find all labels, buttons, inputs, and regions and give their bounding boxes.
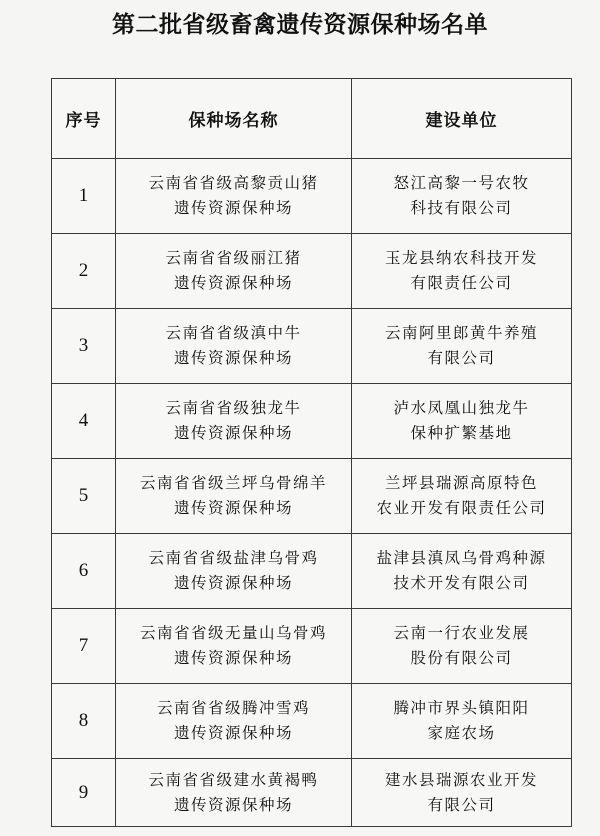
unit-line: 科技有限公司: [410, 199, 513, 217]
farm-name-line: 云南省省级盐津乌骨鸡: [148, 549, 319, 567]
table-row: [52, 309, 572, 384]
farm-name-line: 遗传资源保种场: [173, 795, 293, 814]
unit-line: 技术开发有限公司: [393, 574, 530, 592]
unit-cell: [352, 309, 572, 384]
unit-line: 怒江高黎一号农牧: [393, 174, 530, 192]
farm-name-cell: [116, 309, 352, 384]
header-construction-unit: 建设单位: [352, 79, 572, 159]
unit-cell: [352, 459, 572, 534]
table-row: [52, 534, 572, 609]
unit-cell: [352, 159, 572, 234]
breeding-farm-table: [51, 78, 572, 827]
row-index: 8: [52, 684, 116, 759]
farm-name-line: 遗传资源保种场: [173, 199, 293, 217]
farm-name-cell: [116, 234, 352, 309]
unit-line: 盐津县滇凤乌骨鸡种源: [376, 549, 547, 567]
farm-name-cell: [116, 609, 352, 684]
farm-name-cell: [116, 384, 352, 459]
unit-cell: [352, 684, 572, 759]
farm-name-line: 云南省省级兰坪乌骨绵羊: [139, 474, 327, 492]
row-index: 1: [52, 159, 116, 234]
unit-line: 云南阿里郎黄牛养殖: [384, 324, 538, 342]
farm-name-line: 云南省省级丽江猪: [165, 249, 302, 267]
page-title: 第二批省级畜禽遗传资源保种场名单: [112, 12, 488, 38]
unit-cell: [352, 609, 572, 684]
farm-name-cell: [116, 534, 352, 609]
farm-name-line: 遗传资源保种场: [173, 274, 293, 292]
unit-line: 保种扩繁基地: [410, 424, 513, 442]
row-index: 6: [52, 534, 116, 609]
farm-name-cell: [116, 684, 352, 759]
unit-line: 股份有限公司: [410, 649, 513, 667]
table-row: [52, 759, 572, 827]
unit-line: 家庭农场: [427, 724, 496, 742]
unit-line: 有限责任公司: [410, 274, 513, 292]
unit-line: 云南一行农业发展: [393, 624, 530, 642]
row-index: 3: [52, 309, 116, 384]
row-index: 2: [52, 234, 116, 309]
table-row: [52, 159, 572, 234]
farm-name-cell: [116, 759, 352, 827]
table-header-row: [52, 79, 572, 159]
table-row: [52, 684, 572, 759]
unit-cell: [352, 759, 572, 827]
unit-cell: [352, 534, 572, 609]
farm-name-cell: [116, 459, 352, 534]
farm-name-line: 云南省省级腾冲雪鸡: [156, 699, 310, 717]
table-row: [52, 459, 572, 534]
farm-name-line: 遗传资源保种场: [173, 499, 293, 517]
farm-name-line: 遗传资源保种场: [173, 724, 293, 742]
unit-cell: [352, 384, 572, 459]
row-index: 5: [52, 459, 116, 534]
unit-line: 玉龙县纳农科技开发: [384, 249, 538, 267]
farm-name-line: 云南省省级建水黄褐鸭: [148, 770, 319, 789]
farm-name-line: 云南省省级独龙牛: [165, 399, 302, 417]
unit-line: 兰坪县瑞源高原特色: [384, 474, 538, 492]
farm-name-line: 遗传资源保种场: [173, 424, 293, 442]
farm-name-line: 云南省省级高黎贡山猪: [148, 174, 319, 192]
unit-line: 腾冲市界头镇阳阳: [393, 699, 530, 717]
row-index: 4: [52, 384, 116, 459]
farm-name-cell: [116, 159, 352, 234]
table-row: [52, 384, 572, 459]
unit-line: 农业开发有限责任公司: [376, 499, 547, 517]
farm-name-line: 云南省省级滇中牛: [165, 324, 302, 342]
table-row: [52, 609, 572, 684]
table-row: [52, 234, 572, 309]
row-index: 9: [52, 759, 116, 827]
unit-line: 有限公司: [427, 795, 496, 814]
header-index: 序号: [52, 79, 116, 159]
farm-name-line: 遗传资源保种场: [173, 649, 293, 667]
farm-name-line: 云南省省级无量山乌骨鸡: [139, 624, 327, 642]
unit-line: 建水县瑞源农业开发: [384, 770, 538, 789]
farm-name-line: 遗传资源保种场: [173, 574, 293, 592]
unit-cell: [352, 234, 572, 309]
farm-name-line: 遗传资源保种场: [173, 349, 293, 367]
row-index: 7: [52, 609, 116, 684]
unit-line: 有限公司: [427, 349, 496, 367]
unit-line: 泸水凤凰山独龙牛: [393, 399, 530, 417]
header-farm-name: 保种场名称: [116, 79, 352, 159]
